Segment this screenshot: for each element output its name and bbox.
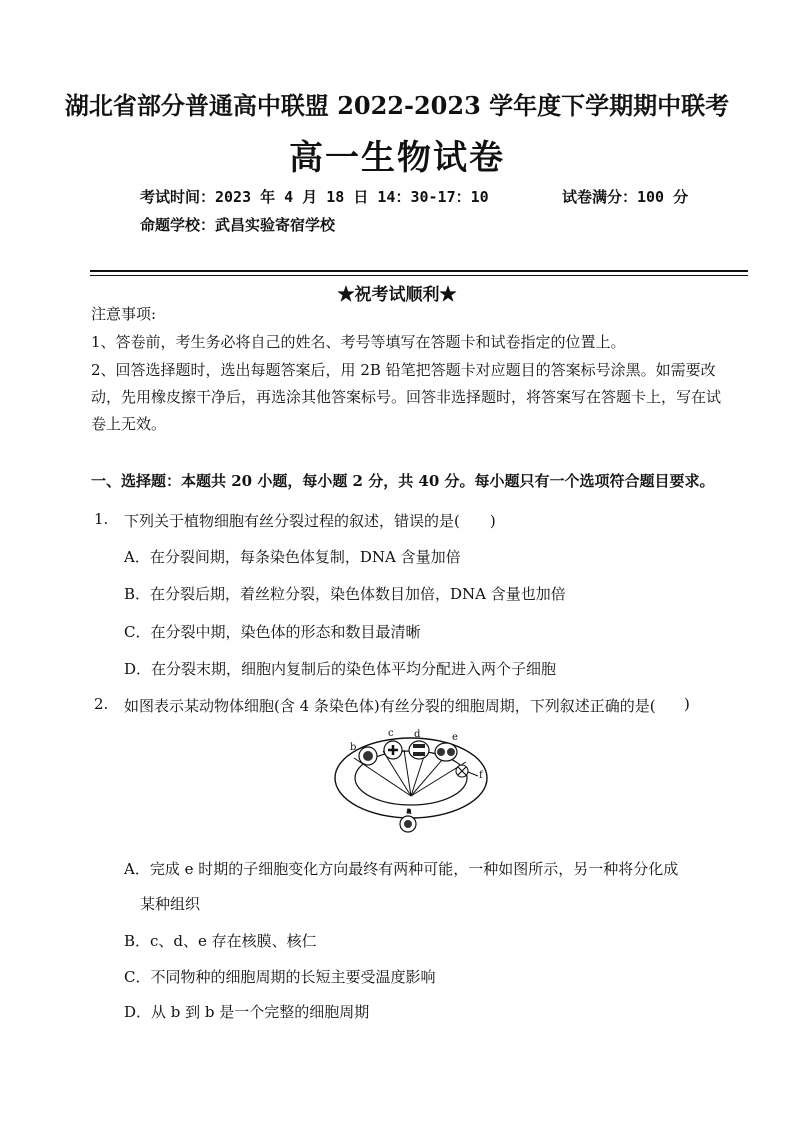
note-item: 1、答卷前，考生务必将自己的姓名、考号等填写在答题卡和试卷指定的位置上。 xyxy=(91,333,626,351)
option-c: C．在分裂中期，染色体的形态和数目最清晰 xyxy=(124,623,421,641)
header-rule-thick xyxy=(90,270,748,272)
exam-time: 考试时间：2023 年 4 月 18 日 14：30-17：10 xyxy=(140,188,489,206)
label-f: f xyxy=(479,770,483,781)
option-a-continued: 某种组织 xyxy=(140,895,201,913)
exam-subtitle: 高一生物试卷 xyxy=(289,138,505,178)
label-d: d xyxy=(414,729,421,740)
header-rule-thin xyxy=(90,275,748,276)
cell-b xyxy=(359,747,377,765)
cell-e xyxy=(435,743,457,761)
label-b: b xyxy=(350,742,357,753)
exam-title: 湖北省部分普通高中联盟 2022-2023 学年度下学期期中联考 xyxy=(64,91,730,120)
question-stem: 如图表示某动物体细胞(含 4 条染色体)有丝分裂的细胞周期，下列叙述正确的是( xyxy=(124,697,656,715)
full-score: 试卷满分：100 分 xyxy=(562,188,689,206)
option-d: D．从 b 到 b 是一个完整的细胞周期 xyxy=(124,1003,370,1021)
note-item: 2、回答选择题时，选出每题答案后，用 2B 铅笔把答题卡对应题目的答案标号涂黑。如需要改动，先用橡皮擦干净后，再选涂其他答案标号。回答非选择题时，将答案写在答题卡上，写在试卷上无效。 xyxy=(91,361,722,433)
label-e: e xyxy=(452,732,458,743)
option-d: D．在分裂末期，细胞内复制后的染色体平均分配进入两个子细胞 xyxy=(124,660,557,678)
label-c: c xyxy=(388,728,394,739)
notes-title: 注意事项: xyxy=(91,305,157,323)
setter-school: 命题学校：武昌实验寄宿学校 xyxy=(140,216,336,234)
cell-c xyxy=(384,741,402,759)
good-luck-banner: ★祝考试顺利★ xyxy=(337,285,457,305)
option-c: C．不同物种的细胞周期的长短主要受温度影响 xyxy=(124,968,436,986)
cell-cycle-figure xyxy=(328,728,498,836)
option-b: B．在分裂后期，着丝粒分裂，染色体数目加倍，DNA 含量也加倍 xyxy=(124,585,566,603)
section-title: 一、选择题：本题共 20 小题，每小题 2 分，共 40 分。每小题只有一个选项符合题目要求。 xyxy=(91,472,715,490)
question-number: 1. xyxy=(94,510,109,528)
option-a: A．完成 e 时期的子细胞变化方向最终有两种可能，一种如图所示，另一种将分化成 xyxy=(124,860,679,878)
option-b: B．c、d、e 存在核膜、核仁 xyxy=(124,932,317,950)
question-number: 2. xyxy=(94,695,109,713)
option-a: A．在分裂间期，每条染色体复制，DNA 含量加倍 xyxy=(124,548,461,566)
cell-d xyxy=(409,741,429,759)
question-stem: 下列关于植物细胞有丝分裂过程的叙述，错误的是( ) xyxy=(124,512,496,530)
cell-f xyxy=(456,765,478,777)
label-a: a xyxy=(406,806,412,817)
answer-paren-close: ) xyxy=(684,695,690,713)
